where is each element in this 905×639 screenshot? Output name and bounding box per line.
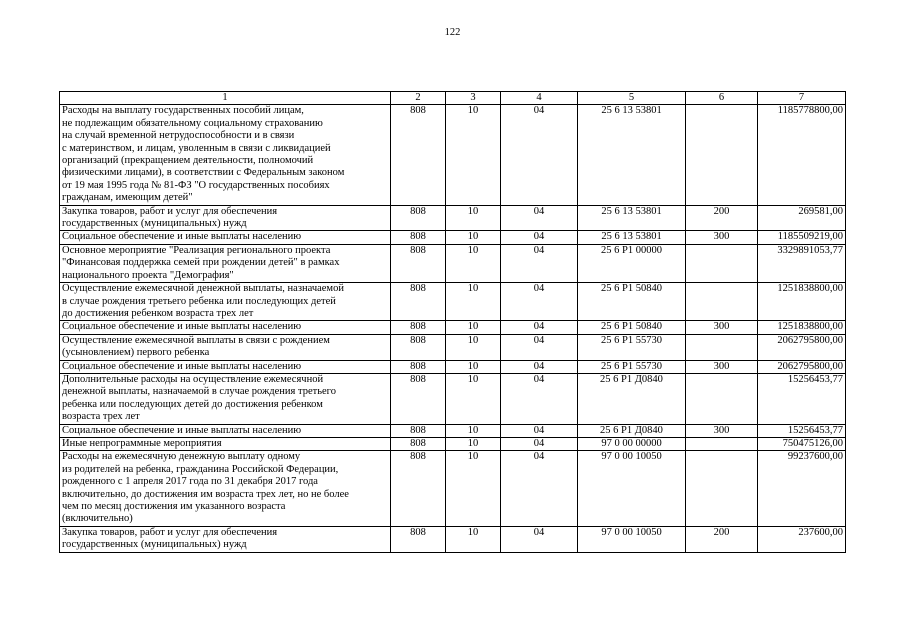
- target-article-code: 97 0 00 10050: [578, 526, 686, 552]
- expense-name: Закупка товаров, работ и услуг для обеспечения государственных (муниципальных) нужд: [60, 526, 391, 552]
- ministry-code: 808: [391, 283, 446, 321]
- ministry-code: 808: [391, 321, 446, 334]
- expense-name: Осуществление ежемесячной денежной выплаты, назначаемой в случае рождения третьего ребенка или последующих детей до достижения ребенком возраста трех лет: [60, 283, 391, 321]
- amount: 269581,00: [758, 205, 846, 231]
- amount: 1185778800,00: [758, 105, 846, 205]
- expense-name: Расходы на выплату государственных пособий лицам, не подлежащим обязательному социальному страхованию на случай временной нетрудоспособности и в связи с материнством, и лицам, уволенным в связи с ликвидацией организаций (прекращением деятельности, полномочий физическими лицами), в соответствии с Федеральным законом от 19 мая 1995 года № 81-ФЗ "О государственных пособиях гражданам, имеющим детей": [60, 105, 391, 205]
- section-code: 10: [446, 437, 501, 450]
- expense-name: Социальное обеспечение и иные выплаты населению: [60, 231, 391, 244]
- ministry-code: 808: [391, 205, 446, 231]
- expense-type-code: 300: [686, 321, 758, 334]
- amount: 1251838800,00: [758, 321, 846, 334]
- amount: 1185509219,00: [758, 231, 846, 244]
- section-code: 10: [446, 231, 501, 244]
- expense-type-code: [686, 105, 758, 205]
- section-code: 10: [446, 105, 501, 205]
- header-cell: 7: [758, 92, 846, 105]
- table-row: [60, 105, 846, 205]
- table-row: [60, 424, 846, 437]
- subsection-code: 04: [501, 244, 578, 282]
- subsection-code: 04: [501, 526, 578, 552]
- subsection-code: 04: [501, 373, 578, 424]
- section-code: 10: [446, 205, 501, 231]
- section-code: 10: [446, 360, 501, 373]
- target-article-code: 25 6 P1 55730: [578, 334, 686, 360]
- header-cell: 2: [391, 92, 446, 105]
- table-row: [60, 526, 846, 552]
- expense-type-code: [686, 451, 758, 526]
- ministry-code: 808: [391, 451, 446, 526]
- target-article-code: 25 6 13 53801: [578, 105, 686, 205]
- table-row: [60, 373, 846, 424]
- table-row: [60, 205, 846, 231]
- ministry-code: 808: [391, 334, 446, 360]
- page-number: 122: [444, 27, 461, 38]
- subsection-code: 04: [501, 424, 578, 437]
- section-code: 10: [446, 334, 501, 360]
- amount: 15256453,77: [758, 424, 846, 437]
- ministry-code: 808: [391, 105, 446, 205]
- expense-type-code: [686, 334, 758, 360]
- expense-name: Осуществление ежемесячной выплаты в связи с рождением (усыновлением) первого ребенка: [60, 334, 391, 360]
- amount: 99237600,00: [758, 451, 846, 526]
- expense-type-code: [686, 244, 758, 282]
- expense-name: Закупка товаров, работ и услуг для обеспечения государственных (муниципальных) нужд: [60, 205, 391, 231]
- expense-name: Социальное обеспечение и иные выплаты населению: [60, 424, 391, 437]
- amount: 2062795800,00: [758, 360, 846, 373]
- target-article-code: 25 6 P1 55730: [578, 360, 686, 373]
- amount: 1251838800,00: [758, 283, 846, 321]
- ministry-code: 808: [391, 424, 446, 437]
- target-article-code: 25 6 13 53801: [578, 205, 686, 231]
- subsection-code: 04: [501, 283, 578, 321]
- target-article-code: 25 6 P1 50840: [578, 283, 686, 321]
- subsection-code: 04: [501, 360, 578, 373]
- subsection-code: 04: [501, 231, 578, 244]
- table-row: [60, 283, 846, 321]
- target-article-code: 25 6 13 53801: [578, 231, 686, 244]
- amount: 2062795800,00: [758, 334, 846, 360]
- expense-type-code: [686, 373, 758, 424]
- ministry-code: 808: [391, 373, 446, 424]
- subsection-code: 04: [501, 321, 578, 334]
- amount: 750475126,00: [758, 437, 846, 450]
- target-article-code: 97 0 00 00000: [578, 437, 686, 450]
- expense-name: Основное мероприятие "Реализация регионального проекта "Финансовая поддержка семей при рождении детей" в рамках национального проекта "Демография": [60, 244, 391, 282]
- table-row: [60, 437, 846, 450]
- expense-name: Дополнительные расходы на осуществление ежемесячной денежной выплаты, назначаемой в случае рождения третьего ребенка или последующих детей до достижения ребенком возраста трех лет: [60, 373, 391, 424]
- ministry-code: 808: [391, 526, 446, 552]
- section-code: 10: [446, 321, 501, 334]
- subsection-code: 04: [501, 437, 578, 450]
- subsection-code: 04: [501, 451, 578, 526]
- expense-name: Иные непрограммные мероприятия: [60, 437, 391, 450]
- expense-type-code: 200: [686, 205, 758, 231]
- section-code: 10: [446, 283, 501, 321]
- header-cell: 3: [446, 92, 501, 105]
- table-row: [60, 244, 846, 282]
- expense-type-code: 300: [686, 360, 758, 373]
- target-article-code: 25 6 P1 50840: [578, 321, 686, 334]
- target-article-code: 25 6 P1 Д0840: [578, 373, 686, 424]
- expense-type-code: [686, 283, 758, 321]
- subsection-code: 04: [501, 105, 578, 205]
- target-article-code: 25 6 P1 Д0840: [578, 424, 686, 437]
- subsection-code: 04: [501, 334, 578, 360]
- table-row: [60, 231, 846, 244]
- section-code: 10: [446, 424, 501, 437]
- section-code: 10: [446, 526, 501, 552]
- expense-type-code: 300: [686, 231, 758, 244]
- expense-type-code: 300: [686, 424, 758, 437]
- expense-name: Социальное обеспечение и иные выплаты населению: [60, 360, 391, 373]
- header-cell: 1: [60, 92, 391, 105]
- table-row: [60, 334, 846, 360]
- amount: 15256453,77: [758, 373, 846, 424]
- table-row: [60, 360, 846, 373]
- header-row: [60, 92, 846, 105]
- target-article-code: 97 0 00 10050: [578, 451, 686, 526]
- ministry-code: 808: [391, 437, 446, 450]
- ministry-code: 808: [391, 231, 446, 244]
- subsection-code: 04: [501, 205, 578, 231]
- expense-type-code: [686, 437, 758, 450]
- expense-name: Расходы на ежемесячную денежную выплату одному из родителей на ребенка, гражданина Российской Федерации, рожденного с 1 апреля 2017 года по 31 декабря 2017 года включительно, до достижения им возраста трех лет, но не более чем по месяц достижения им указанного возраста (включительно): [60, 451, 391, 526]
- expense-type-code: 200: [686, 526, 758, 552]
- table-row: [60, 451, 846, 526]
- header-cell: 6: [686, 92, 758, 105]
- table-row: [60, 321, 846, 334]
- section-code: 10: [446, 451, 501, 526]
- ministry-code: 808: [391, 244, 446, 282]
- header-cell: 5: [578, 92, 686, 105]
- header-cell: 4: [501, 92, 578, 105]
- target-article-code: 25 6 P1 00000: [578, 244, 686, 282]
- expense-name: Социальное обеспечение и иные выплаты населению: [60, 321, 391, 334]
- ministry-code: 808: [391, 360, 446, 373]
- section-code: 10: [446, 373, 501, 424]
- amount: 237600,00: [758, 526, 846, 552]
- amount: 3329891053,77: [758, 244, 846, 282]
- budget-table: [59, 91, 846, 553]
- section-code: 10: [446, 244, 501, 282]
